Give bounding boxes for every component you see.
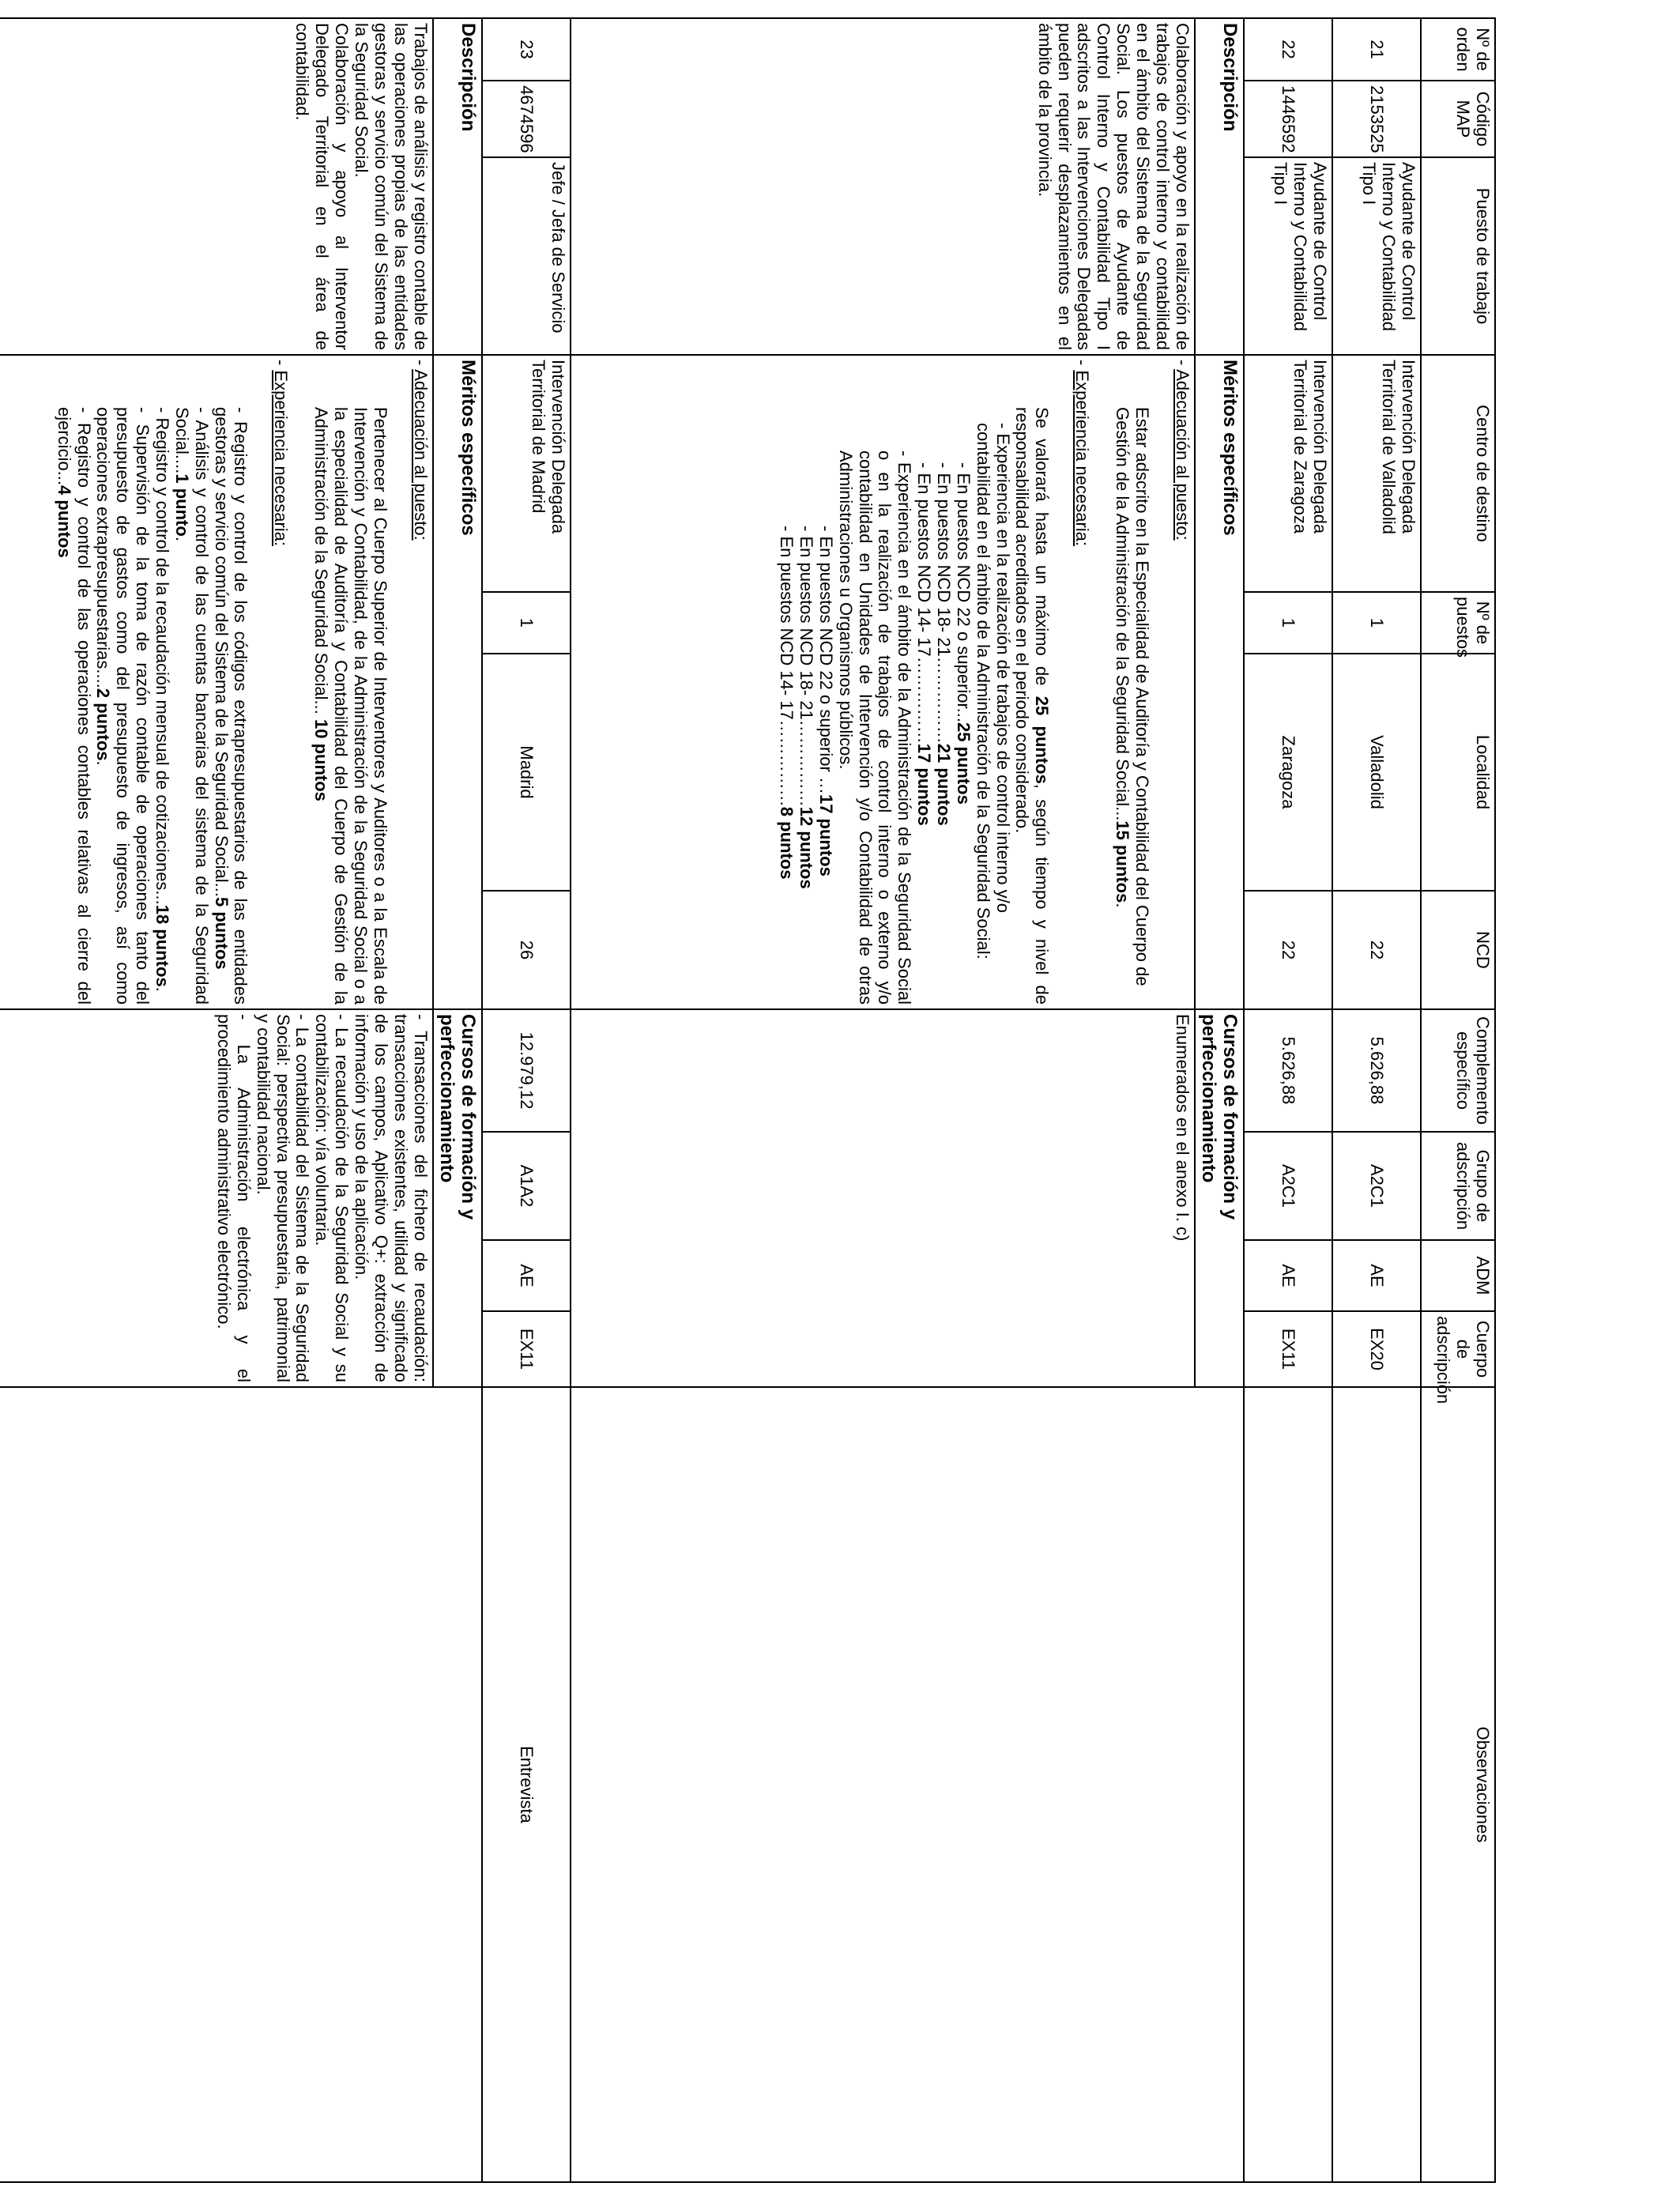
block2-descripcion-1: Trabajos de análisis y registro contable de las operaciones propias de las entidades gestoras y servicio común del Sistema de la Seguridad Social. [351,23,431,350]
header-complemento: Complemento específico [1421,1009,1495,1132]
header-row [1421,18,1495,2182]
label-meritos: Méritos específicos [1195,355,1244,1009]
header-codigo: Código MAP [1421,81,1495,157]
cell-cuerpo: EX11 [482,1311,571,1387]
label-cursos: Cursos de formación y perfeccionamiento [433,1009,482,1387]
block1-cursos: Enumerados en el anexo I. c) [571,1009,1195,1387]
exp2-item-label: En puestos NCD 18- 21…………… [797,536,817,807]
curso-item: - Transacciones del fichero de recaudación: transacciones existentes, utilidad y significado de los campos, Aplicativo Q+: extracción de información y uso de la aplicación. [351,1014,431,1382]
exp2-item-label: En puestos NCD 14- 17…………… [777,536,797,807]
block2-adecuacion-pts: 10 puntos [311,719,332,801]
experiencia-label: Experiencia necesaria: [1072,370,1093,547]
cell-grupo: A1A2 [482,1132,571,1240]
block2-exp-pts: 5 puntos [211,896,232,970]
cell-centro: Intervención Delegada Territorial de Madrid [482,355,571,592]
cell-centro: Intervención Delegada Territorial de Zaragoza [1244,355,1332,592]
exp2-item-pts: 17 puntos [816,794,836,876]
section-header-row [1195,18,1244,2182]
block1-exp-intro-a: Se valorará hasta un máximo de [1032,407,1053,686]
block2-cursos [0,1009,433,1387]
block2-exp-pts: 2 puntos [93,688,114,761]
header-cuerpo: Cuerpo de adscripción [1421,1311,1495,1387]
cell-ncd: 22 [1332,891,1421,1009]
block2-exp-label: - Análisis y control de las cuentas bancarias del sistema de la Seguridad Social.... [171,407,212,1005]
adecuacion-label: Adecuación al puesto: [410,369,431,541]
exp2-item-label: En puestos NCD 22 o superior … [816,536,836,794]
block2-exp-label: - Registro y control de los códigos extrapresupuestarios de las entidades gestoras y servicio común del Sistema de la Seguridad Social... [211,407,251,1005]
cell-puesto: Ayudante de Control Interno y Contabilidad Tipo I [1244,157,1332,355]
label-meritos: Méritos específicos [433,355,482,1009]
cell-localidad: Zaragoza [1244,654,1332,891]
cell-localidad: Valladolid [1332,654,1421,891]
header-ncd: NCD [1421,891,1495,1009]
curso-item: - La Administración electrónica y el procedimiento administrativo electrónico. [213,1014,254,1382]
cell-complemento: 5.626,88 [1332,1009,1421,1132]
cell-codigo: 4674596 [482,81,571,157]
exp2-item-pts: 12 puntos [797,806,817,889]
header-puesto: Puesto de trabajo [1421,157,1495,355]
exp2-item-pts: 8 puntos [777,806,797,880]
header-centro: Centro de destino [1421,355,1495,592]
header-observaciones: Observaciones [1421,1387,1495,2182]
cell-puesto: Ayudante de Control Interno y Contabilidad Tipo I [1332,157,1421,355]
cell-grupo: A2C1 [1244,1132,1332,1240]
block1-meritos: - Adecuación al puesto: Estar adscrito en la Especialidad de Auditoría y Contabilidad del Cuerpo de Gestión de la Administración de la Seguridad Social...15 puntos. - Experiencia necesaria: Se valorará hasta un máximo de 25 puntos, según tiempo y nivel de responsabilidad acreditados en el periodo considerado. - Experiencia en la realización de trabajos de control interno y/o contabilidad en el ámbito de la Administración de la Seguridad Social: - En puestos NCD 22 o superior...25 puntos - En puestos NCD 18- 21……………21 puntos - En puestos NCD 14- 17……………17 puntos - Experiencia en el ámbito de la Administración de la Seguridad Social o en la realización de trabajos de control interno o externo y/o contabilidad en Unidades de Intervención y/o Contabilidad de otras Administraciones u Organismos públicos. - En puestos NCD 22 o superior …17 puntos - En puestos NCD 18- 21……………12 puntos - En puestos NCD 14- 17……………8 puntos [571,355,1195,1009]
block1-descripcion: Colaboración y apoyo en la realización de trabajos de control interno y contabilidad en el ámbito del Sistema de la Seguridad Social. Los puestos de Ayudante de Control Interno y Contabilidad Tipo I adscritos a las Intervenciones Delegadas pueden requerir desplazamientos en el ámbito de la provincia. [571,18,1195,355]
block2-exp-label: - Supervisión de la toma de razón contable de operaciones tanto del presupuesto de gastos como del presupuesto de ingresos, así como operaciones extrapresupuestarias.... [93,407,153,1005]
block1-adecuacion-text: Estar adscrito en la Especialidad de Auditoría y Contabilidad del Cuerpo de Gestión de la Administración de la Seguridad Social... [1113,407,1152,986]
observaciones-blank [571,1387,1244,2182]
cell-cuerpo: EX20 [1332,1311,1421,1387]
label-descripcion: Descripción [1195,18,1244,355]
block2-descripcion-2: Colaboración y apoyo al Interventor Delegado Territorial en el área de contabilidad. [292,23,352,350]
cell-num: 1 [1244,592,1332,654]
exp1-item-pts: 25 puntos [953,722,974,805]
cell-observaciones [1332,1387,1421,2182]
block1-exp1: Experiencia en la realización de trabajos de control interno y/o contabilidad en el ámbito de la Administración de la Seguridad Social: [973,423,1013,959]
block2-descripcion [0,18,433,355]
header-localidad: Localidad [1421,654,1495,891]
block2-adecuacion-text: Pertenecer al Cuerpo Superior de Interventores y Auditores o a la Escala de Intervención y Contabilidad, de la Administración de la Seguridad Social o a la especialidad de Auditoría y Contabilidad del Cuerpo de Gestión de la Administración de la Seguridad Social... [311,407,390,1005]
block2-exp-pts: 18 puntos [152,904,172,987]
adecuacion-label: Adecuación al puesto: [1172,369,1192,541]
block2-meritos: - Adecuación al puesto: Pertenecer al Cuerpo Superior de Interventores y Auditores o a la Escala de Intervención y Contabilidad, de la Administración de la Seguridad Social o a la especialidad de Auditoría y Contabilidad del Cuerpo de Gestión de la Administración de la Seguridad Social... 10 puntos - Experiencia necesaria: - Registro y control de los códigos extrapresupuestarios de las entidades gestoras y servicio común del Sistema de la Seguridad Social...5 puntos - Análisis y control de las cuentas bancarias del sistema de la Seguridad Social....1 punto. - Registro y control de la recaudación mensual de cotizaciones...18 puntos. - Supervisión de la toma de razón contable de operaciones tanto del presupuesto de gastos como del presupuesto de ingresos, así como operaciones extrapresupuestarias....2 puntos. - Registro y control de las operaciones contables relativas al cierre del ejercicio...4 puntos [0,355,433,1009]
exp1-item-label: En puestos NCD 14- 17…………… [914,473,935,744]
cell-orden: 23 [482,18,571,81]
cell-localidad: Madrid [482,654,571,891]
curso-item: - La recaudación de la Seguridad Social y su contabilización: vía voluntaria. [312,1014,352,1382]
cell-adm: AE [482,1240,571,1311]
header-adm: ADM [1421,1240,1495,1311]
cell-ncd: 22 [1244,891,1332,1009]
cell-observaciones: Entrevista [482,1387,571,2182]
cell-adm: AE [1332,1240,1421,1311]
cell-num: 1 [482,592,571,654]
table-row [1332,18,1421,2182]
header-orden: Nº de orden [1421,18,1495,81]
cell-complemento: 5.626,88 [1244,1009,1332,1132]
block2-exp-pts: 4 puntos [54,485,74,558]
table-row [1244,18,1332,2182]
block2-exp-label: - Registro y control de las operaciones contables relativas al cierre del ejercicio... [54,407,94,1005]
exp1-item-pts: 17 puntos [914,743,935,826]
exp1-item-label: En puestos NCD 18- 21…………… [934,473,955,744]
cell-orden: 22 [1244,18,1332,81]
cell-orden: 21 [1332,18,1421,81]
block1-adecuacion-pts: 15 puntos [1113,820,1133,903]
cell-complemento: 12.979,12 [482,1009,571,1132]
cell-cuerpo: EX11 [1244,1311,1332,1387]
block1-exp-intro-b: 25 puntos [1032,696,1053,784]
observaciones-blank [0,1387,482,2182]
exp1-item-pts: 21 puntos [934,743,955,826]
cell-ncd: 26 [482,891,571,1009]
section-header-row [433,18,482,2182]
exp1-item-label: En puestos NCD 22 o superior... [953,473,974,722]
block2-exp-pts: 1 punto [171,473,192,537]
cell-codigo: 2153525 [1332,81,1421,157]
cell-centro: Intervención Delegada Territorial de Valladolid [1332,355,1421,592]
cell-grupo: A2C1 [1332,1132,1421,1240]
rotated-page [21,17,1496,2181]
curso-item: - La contabilidad del Sistema de la Seguridad Social: perspectiva presupuestaria, patrimonial y contabilidad nacional. [253,1014,313,1382]
header-num-puestos: Nº de puestos [1421,592,1495,654]
experiencia-label: Experiencia necesaria: [271,370,292,547]
table-row [482,18,571,2182]
plazas-table [0,17,1496,2183]
header-grupo: Grupo de adscripción [1421,1132,1495,1240]
label-descripcion: Descripción [433,18,482,355]
cell-codigo: 1446592 [1244,81,1332,157]
label-cursos: Cursos de formación y perfeccionamiento [1195,1009,1244,1387]
cell-observaciones [1244,1387,1332,2182]
cell-num: 1 [1332,592,1421,654]
cell-puesto: Jefe / Jefa de Servicio [482,157,571,355]
block1-exp2: Experiencia en el ámbito de la Administración de la Seguridad Social o en la realización de trabajos de control interno o externo y/o contabilidad en Unidades de Intervención y/o Contabilidad de otras Administraciones u Organismos públicos. [835,450,915,1005]
block2-exp-label: - Registro y control de la recaudación mensual de cotizaciones... [152,407,172,905]
cell-adm: AE [1244,1240,1332,1311]
block1-exp-intro-c: , según tiempo y nivel de responsabilidad acreditados en el periodo considerado. [1012,407,1053,1005]
